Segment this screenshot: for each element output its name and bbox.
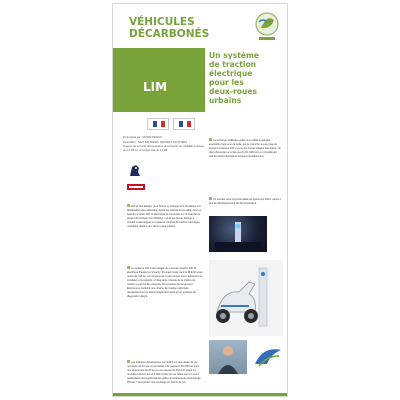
title-line-2: DÉCARBONÉS <box>129 28 210 40</box>
subtitle-line-1: Un système <box>209 51 260 60</box>
bullet-icon <box>209 197 212 200</box>
paragraph-integration: Le système LIM a été intégré au nouveau scooter 100 % électrique Peugeot e-Vivacity. Pouvant rouler de 0 à 45 km/h avec moins de 115 kg, son ergonomie a été conçue pour l'agrément de conduite et la sécurité. L'intégration réussie de la chaîne de traction a permis de préserver les espaces de rangement. Électroux à combiné une chaîne de traction optimisée, mécaniquement et électroniquement ainsi qu'un système de diagnostic intégré. <box>127 267 203 298</box>
subtitle-line-2: de traction <box>209 60 257 69</box>
paragraph-intro: LIM et des leaders pour freiner le changement climatique est Mobilisation des véhicules. Après les calculs et les rallos c'est ou bout du scooter 100 % électrique de s'imposer sur le marché ce projet LIM (Lithium Ion Mobility), mené par Rover Design a conduit à développer un système complet de traction électrique modulaire destiné aux deux-roues urbains. <box>127 205 202 228</box>
subtitle-line-6: urbains <box>209 96 242 105</box>
government-logos <box>147 118 203 130</box>
project-credits <box>123 136 207 153</box>
project-banner <box>113 48 205 112</box>
paragraph-recharge: La recharge s'effectue grâce à un câble à spirales extensible logé sous la selle, qui se branche à une prise de courant classique 220 V ou à une borne urbaine électrique. Un plein d'énergie ne coûte que 0,4 € (100 km) en considérant que les tarifs électriques évoluent sensiblement. <box>209 139 281 158</box>
bullet-icon <box>127 266 130 269</box>
ademe-logo <box>173 118 195 130</box>
paragraph-batteries: Les batteries développées par SAFT ont une durée de vie nominale de 10 ans et permettent de parcourir 60 000 km avec une autonomie de 60 km à une vitesse de 45 km/h grâce à 2 modules Lithium-Ion et 1 000 cycles de vie. Elles sont en outre particulièrement performantes grâce à la batterie de technologie Phéver 7 permettant une recharge en moins de 4 h. <box>127 361 201 384</box>
republique-francaise-logo <box>147 118 169 130</box>
photo-electric-scooter <box>209 260 283 336</box>
footer-bar <box>113 393 287 396</box>
bullet-icon <box>209 138 212 141</box>
subtitle-line-4: pour les <box>209 78 244 87</box>
poster-panel <box>112 3 288 397</box>
partner-logo-icon <box>127 182 145 192</box>
project-name: LIM <box>143 80 168 94</box>
leaf-globe-logo-icon <box>253 10 281 42</box>
photo-night-charging-station <box>209 216 267 252</box>
credit-financement: Financé par le Fonds démonstrateur de recherche de l'ADEME à hauteur de 1,3 M€ sur un budget total de 2,7 M€ <box>123 145 204 152</box>
poster-title <box>129 16 229 40</box>
title-line-1: VÉHICULES <box>129 16 195 28</box>
bullet-icon <box>127 204 130 207</box>
peugeot-lion-logo-icon <box>127 164 143 178</box>
credit-partenaires: Partenaires : SAFT BATTERIES, PEUGEOT SCOOTERS <box>123 140 187 144</box>
partner-wing-logo-icon <box>253 344 283 368</box>
photo-person <box>209 340 247 374</box>
poster-subtitle <box>209 51 287 105</box>
subtitle-line-5: deux-roues <box>209 87 258 96</box>
paragraph-commercialisation: Ce scooter sera commercialisé au printemps 2012, après 2 ans de développement du démonstrateur. <box>209 198 281 205</box>
subtitle-line-3: électrique <box>209 69 253 78</box>
credit-porteur: Projet piloté par : ROVER DESIGN <box>123 136 162 139</box>
bullet-icon <box>127 360 130 363</box>
